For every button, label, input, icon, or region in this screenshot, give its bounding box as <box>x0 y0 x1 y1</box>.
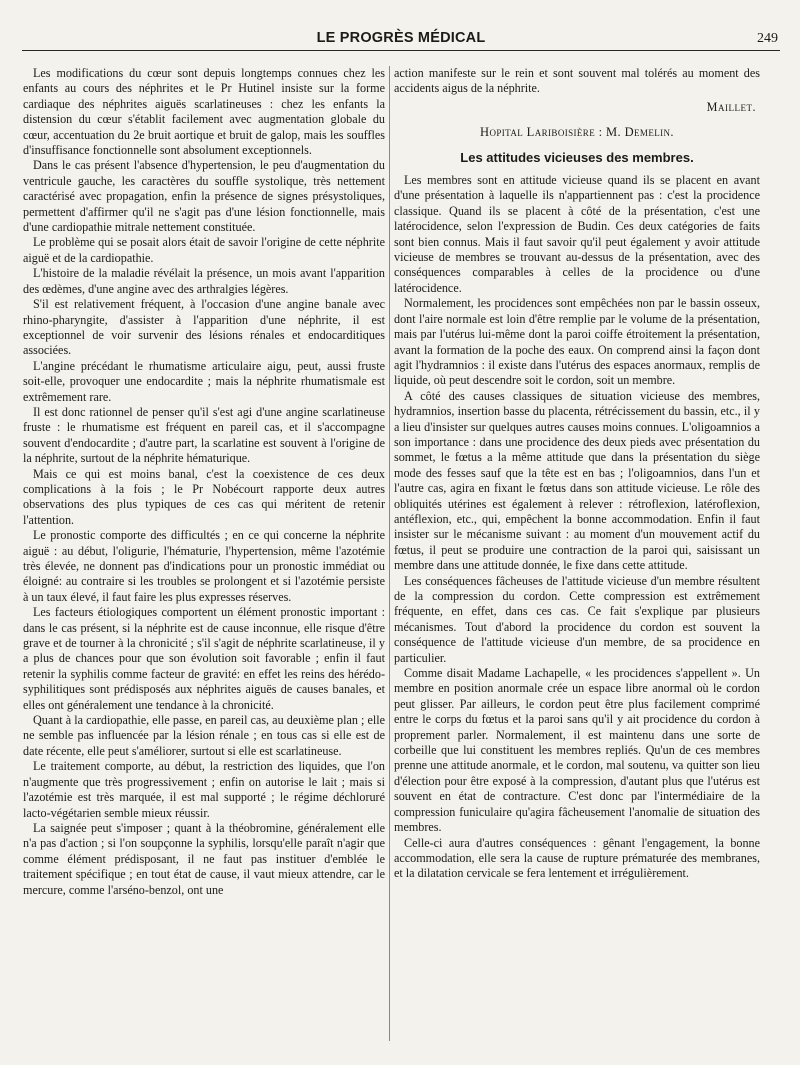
paragraph: A côté des causes classiques de situation vicieuse des membres, hydramnios, insertion basse du placenta, rétrécissement du bassin, etc., il y a lieu d'insister sur quelques autres causes moins connues. L'oligoamnios a son importance : dans une procidence des deux pieds avec présentation du sommet, le fœtus a la même attitude que dans la présentation du siège mode des fesses sauf que la tête est en bas ; l'oligoamnios, dans l'un et l'autre cas, agira en fixant le fœtus dans son attitude vicieuse. Le rôle des obliquités utérines est également à relever : rétroflexion, latéroflexion, antéflexion, etc., qui, empêchent la bonne accommodation. Enfin il faut insister sur le mécanisme suivant : au moment d'un mouvement actif du fœtus, il peut se produire une contraction de la paroi qui, saisissant un membre dans une attitude donnée, le fixe dans cette attitude. <box>394 388 760 573</box>
paragraph: Les modifications du cœur sont depuis longtemps connues chez les enfants au cours des néphrites et le Pr Hutinel insiste sur la forme cardiaque des néphrites aiguës scarlatineuses : chez les enfants la distension du cœur s'établit facilement avec augmentation globale du cœur, accentuation du 2e bruit aortique et bruit de galop, mais les souffles d'insuffisance fonctionnelle sont absolument exceptionnels. <box>23 66 385 158</box>
paragraph: Le pronostic comporte des difficultés ; en ce qui concerne la néphrite aiguë : au début, l'oligurie, l'hématurie, l'hypertension, même l'azotémie très élevée, ne donnent pas d'indications pour un pronostic immédiat ou éloigné: au contraire si les troubles se prolongent et si l'azotémie persiste à un taux élevé, il faut faire les plus expresses réserves. <box>23 528 385 604</box>
paragraph: Le traitement comporte, au début, la restriction des liquides, que l'on n'augmente que très progressivement ; enfin on autorise le lait ; mais si l'azotémie est très marquée, il est mal supporté ; le régime déchloruré lacto-végétarien semble mieux réussir. <box>23 759 385 820</box>
hospital-heading: Hopital Lariboisière : M. Demelin. <box>480 125 674 140</box>
paragraph: Celle-ci aura d'autres conséquences : gênant l'engagement, la bonne accommodation, elle sera la cause de rupture prématurée des membranes, et la dilatation cervicale se fera lentement et irrégulièrement. <box>394 835 760 881</box>
author-signature: Maillet. <box>706 99 756 114</box>
paragraph: L'histoire de la maladie révélait la présence, un mois avant l'apparition des œdèmes, d'une angine avec des arthralgies légères. <box>23 266 385 296</box>
right-column <box>394 66 760 882</box>
left-column <box>23 66 385 898</box>
paragraph: Le problème qui se posait alors était de savoir l'origine de cette néphrite aiguë et de la cardiopathie. <box>23 235 385 265</box>
continued-paragraph: action manifeste sur le rein et sont souvent mal tolérés au moment des accidents aigus de la néphrite. <box>394 66 760 96</box>
paragraph: Les membres sont en attitude vicieuse quand ils se placent en avant d'une présentation à laquelle ils n'appartiennent pas : c'est la procidence classique. Quand ils se placent à côté de la présentation, c'est une latérocidence, selon l'expression de Budin. Ces deux catégories de faits sont bien connus. Mais il faut savoir qu'il peut également y avoir attitude vicieuse de membres se trouvant au-dessus de la présentation, avec des conséquences comparables à celles de la procidence ou d'une latérocidence. <box>394 173 760 295</box>
paragraph: Les facteurs étiologiques comportent un élément pronostic important : dans le cas présent, si la néphrite est de cause inconnue, elle risque d'être grave et de tourner à la chronicité ; s'il s'agit de néphrite scarlatineuse, il y a plus de chances pour que son évolution soit favorable ; enfin il faut retenir la syphilis comme facteur de gravité: en effet les reins des hérédo-syphilitiques sont prédisposés aux néphrites aiguës de causes banales, et elles ont généralement une tendance à la chronicité. <box>23 605 385 712</box>
paragraph: La saignée peut s'imposer ; quant à la théobromine, généralement elle n'a pas d'action ; si l'on soupçonne la syphilis, lorsqu'elle paraît n'agir que comme élément prédisposant, il ne faut pas instituer d'emblée le traitement spécifique ; en tout état de cause, il vaut mieux attendre, car le mercure, comme l'arséno-benzol, ont une <box>23 820 385 897</box>
paragraph: Les conséquences fâcheuses de l'attitude vicieuse d'un membre résultent de la compression du cordon. Cette compression est extrêmement fréquente, en effet, dans ces cas. Ce fait s'explique par plusieurs mécanismes. Tout d'abord la procidence du cordon est souvent la conséquence de l'attitude vicieuse d'un membre, de sa procidence en particulier. <box>394 573 760 665</box>
paragraph: Comme disait Madame Lachapelle, « les procidences s'appellent ». Un membre en position anormale crée un espace libre anormal où le cordon peut glisser. Par ailleurs, le cordon peut être plus facilement comprimé entre le corps du fœtus et la paroi sans qu'il y ait procidence du cordon à proprement parler. Normalement, il est maintenu dans une sorte de corbeille que lui constituent les membres repliés. Qu'un de ces membres prenne une attitude anormale, et le cordon, mal soutenu, va quitter son lieu d'élection pour être exposé à la compression, d'autant plus que l'utérus est souvent en état de contracture. C'est donc par l'intermédiaire de la compression funiculaire qu'agira fâcheusement l'anomalie de situation des membres. <box>394 666 760 835</box>
running-header <box>22 28 780 51</box>
paragraph: S'il est relativement fréquent, à l'occasion d'une angine banale avec rhino-pharyngite, d'assister à l'apparition d'une néphrite, il est exceptionnel de voir survenir des lésions rénales et endocarditiques associées. <box>23 297 385 358</box>
paragraph: Dans le cas présent l'absence d'hypertension, le peu d'augmentation du ventricule gauche, les caractères du souffle systolique, très nettement caractérisé avec propagation, enfin la présence de signes présystoliques, permettent d'affirmer qu'il ne s'agit pas d'une lésion fonctionnelle, mais d'une cardiopathie mitrale nettement constituée. <box>23 158 385 235</box>
paragraph: L'angine précédant le rhumatisme articulaire aigu, peut, aussi fruste soit-elle, provoquer une endocardite ; mais la néphrite rhumatismale est extrêmement rare. <box>23 358 385 404</box>
journal-title: LE PROGRÈS MÉDICAL <box>316 30 486 46</box>
paragraph: Quant à la cardiopathie, elle passe, en pareil cas, au deuxième plan ; elle ne semble pas influencée par la lésion rénale ; en tous cas si elle est de date récente, elle peut s'améliorer, surtout si elle est scarlatineuse. <box>23 713 385 758</box>
paragraph: Normalement, les procidences sont empêchées non par le bassin osseux, dont l'aire normale est loin d'être remplie par le volume de la présentation, mais par l'utérus lui-même dont la paroi coiffe étroitement la présentation, avant la formation de la poche des eaux. On comprend ainsi la façon dont agit l'hydramnios : il existe dans l'utérus des espaces anormaux, remplis de liquide, où peut descendre soit le cordon, soit un membre. <box>394 296 760 388</box>
article-title: Les attitudes vicieuses des membres. <box>460 149 694 165</box>
paragraph: Mais ce qui est moins banal, c'est la coexistence de ces deux complications à la fois ; le Pr Nobécourt rapporte deux autres observations des plus typiques de ces cas qui méritent de retenir l'attention. <box>23 466 385 527</box>
column-divider <box>389 66 390 1041</box>
paragraph: Il est donc rationnel de penser qu'il s'est agi d'une angine scarlatineuse fruste : le rhumatisme est fréquent en pareil cas, et il s'accompagne souvent d'endocardite ; d'autre part, la scarlatine est souvent à l'origine de la néphrite, surtout de la néphrite hématurique. <box>23 404 385 466</box>
page-number: 249 <box>757 31 778 46</box>
